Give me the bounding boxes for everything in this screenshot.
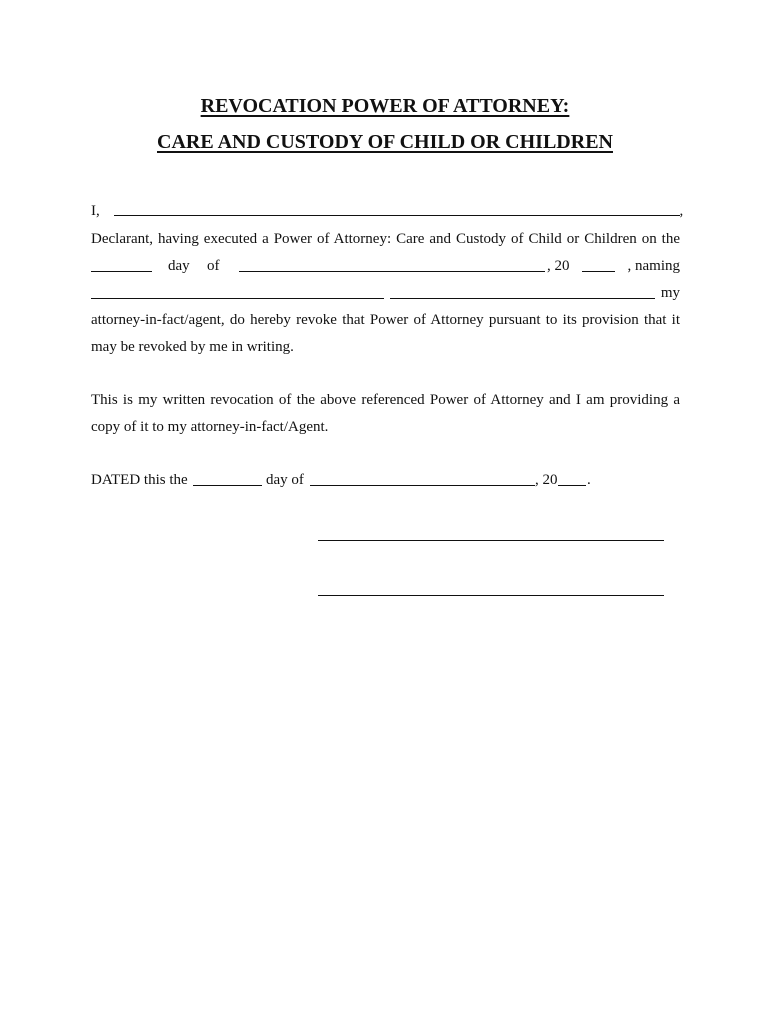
- i-label: I,: [91, 203, 100, 219]
- document-title-line2: CARE AND CUSTODY OF CHILD OR CHILDREN: [157, 131, 613, 153]
- dated-year-blank[interactable]: [558, 485, 586, 486]
- dated-period: .: [587, 472, 591, 488]
- my-word: my: [660, 285, 680, 301]
- dated-month-blank[interactable]: [310, 485, 535, 486]
- para1-line2: Declarant, having executed a Power of Attorney: Care and Custody of Child or Children on the: [91, 231, 680, 247]
- para2-line1: This is my written revocation of the above referenced Power of Attorney and I am providing a: [91, 392, 680, 408]
- para1-line5: attorney-in-fact/agent, do hereby revoke that Power of Attorney pursuant to its provision that it: [91, 312, 680, 328]
- exec-day-blank[interactable]: [91, 271, 152, 272]
- document-title-line1: REVOCATION POWER OF ATTORNEY:: [200, 95, 570, 117]
- declarant-name-blank[interactable]: [114, 215, 680, 216]
- dated-day-of: day of: [266, 472, 304, 488]
- dated-comma-twenty: , 20: [535, 472, 558, 488]
- of-word: of: [207, 258, 220, 274]
- signature-line-1[interactable]: [318, 540, 664, 541]
- agent-name-blank-2[interactable]: [390, 298, 655, 299]
- declarant-name-line: [91, 202, 684, 220]
- para2-line2: copy of it to my attorney-in-fact/Agent.: [91, 419, 329, 435]
- dated-prefix: DATED this the: [91, 472, 188, 488]
- para1-line6: may be revoked by me in writing.: [91, 339, 294, 355]
- signature-line-2[interactable]: [318, 595, 664, 596]
- exec-year-blank[interactable]: [582, 271, 615, 272]
- exec-month-blank[interactable]: [239, 271, 545, 272]
- day-word: day: [168, 258, 190, 274]
- dated-day-blank[interactable]: [193, 485, 262, 486]
- agent-name-blank-1[interactable]: [91, 298, 384, 299]
- comma-text: ,: [679, 203, 684, 219]
- comma-twenty: , 20: [547, 258, 570, 274]
- naming-word: , naming: [627, 258, 680, 274]
